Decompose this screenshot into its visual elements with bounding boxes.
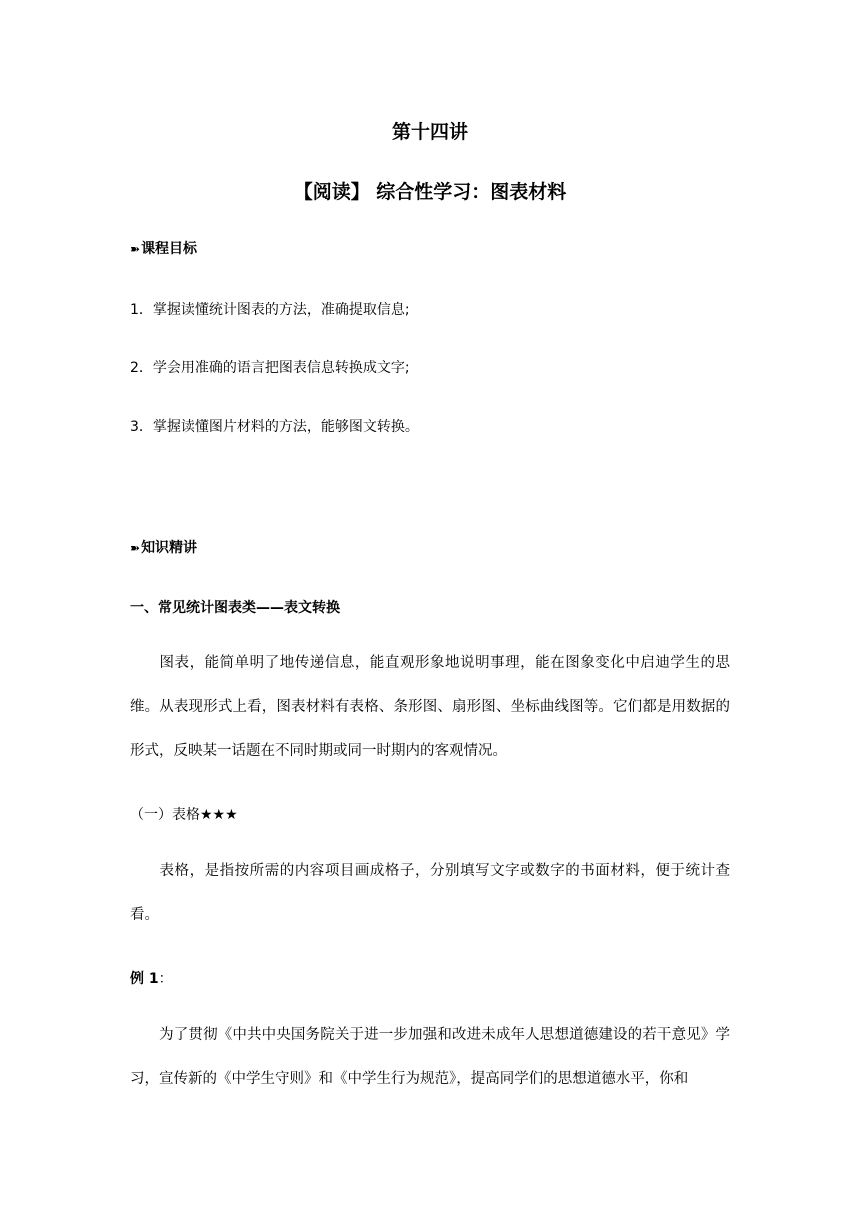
goal-item-1: 1．掌握读懂统计图表的方法，准确提取信息;	[130, 302, 410, 318]
table-definition-paragraph	[130, 849, 730, 937]
lecture-subtitle: 【阅读】 综合性学习：图表材料	[293, 181, 567, 203]
intro-paragraph	[130, 641, 730, 773]
table-definition-text: 表格，是指按所需的内容项目画成格子，分别填写文字或数字的书面材料，便于统计查看。	[130, 863, 730, 923]
example-label: 例 1	[130, 971, 159, 987]
goal-item-3: 3．掌握读懂图片材料的方法，能够图文转换。	[130, 419, 419, 435]
example-colon: ：	[158, 971, 173, 987]
intro-text: 图表，能简单明了地传递信息，能直观形象地说明事理，能在图象变化中启迪学生的思维。从表现形式上看，图表材料有表格、条形图、扇形图、坐标曲线图等。它们都是用数据的形式，反映某一话题在不同时期或同一时期内的客观情况。	[130, 655, 730, 759]
arrow-bullet-icon: ➽	[130, 242, 141, 256]
example-text: 为了贯彻《中共中央国务院关于进一步加强和改进未成年人思想道德建设的若干意见》学习，宣传新的《中学生守则》和《中学生行为规范》，提高同学们的思想道德水平，你和	[130, 1027, 730, 1087]
part-one-heading: 一、常见统计图表类——表文转换	[130, 600, 340, 616]
section-heading-knowledge	[130, 537, 197, 557]
section-label: 课程目标	[141, 241, 198, 257]
example-paragraph	[130, 1013, 730, 1101]
arrow-bullet-icon: ➽	[130, 541, 141, 555]
section-heading-goals	[130, 238, 197, 258]
goal-item-2: 2．学会用准确的语言把图表信息转换成文字;	[130, 360, 410, 376]
example-heading	[130, 968, 173, 988]
lecture-title: 第十四讲	[391, 121, 468, 143]
subsection-heading-table: （一）表格★★★	[130, 807, 238, 823]
section-label: 知识精讲	[141, 540, 198, 556]
